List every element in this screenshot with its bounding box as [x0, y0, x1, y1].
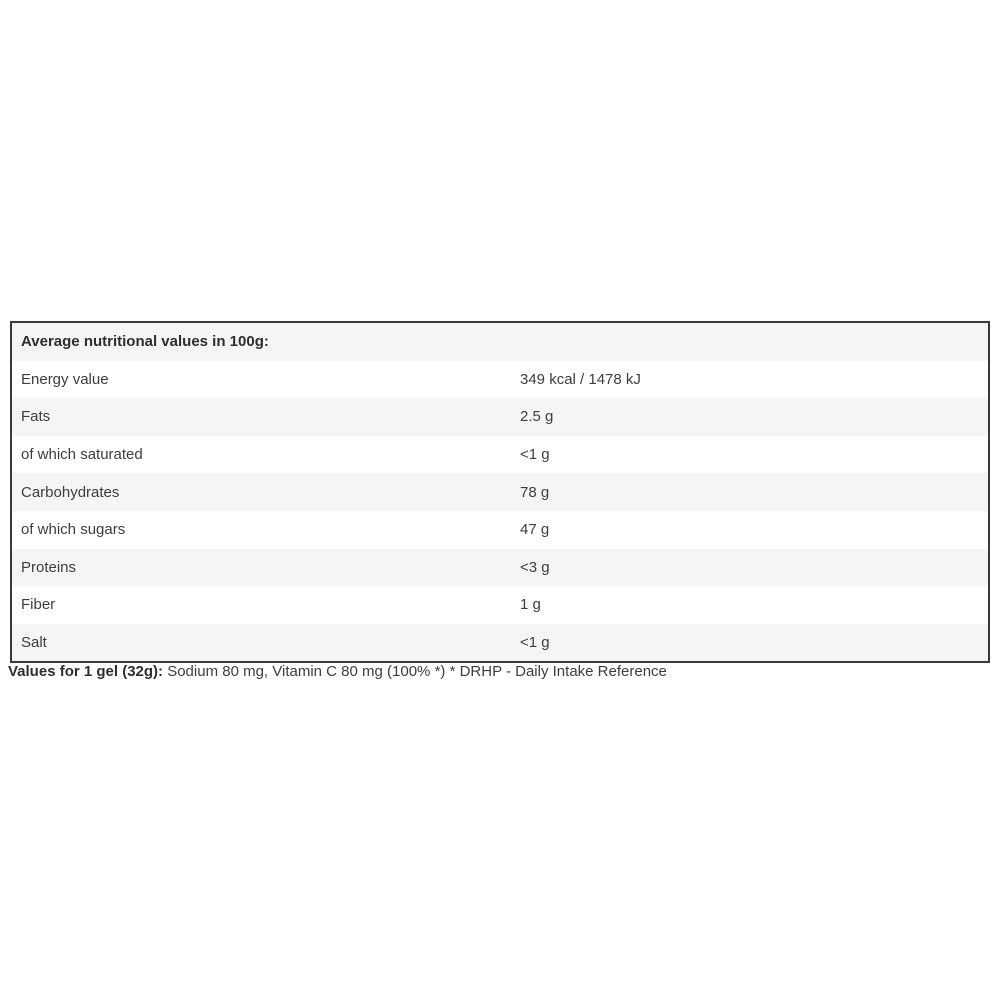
table-rows	[12, 361, 988, 662]
footnote-text: Sodium 80 mg, Vitamin C 80 mg (100% *) * DRHP - Daily Intake Reference	[163, 663, 667, 680]
table-row	[12, 361, 988, 399]
nutrient-label: Fats	[21, 408, 51, 426]
nutrient-value: <1 g	[520, 634, 550, 652]
nutrient-value: <1 g	[520, 446, 550, 464]
table-title: Average nutritional values in 100g:	[21, 333, 269, 351]
nutrient-label: Salt	[21, 634, 47, 652]
nutrient-label: Proteins	[21, 558, 77, 576]
nutrient-value: 47 g	[520, 521, 550, 539]
nutrient-label: of which saturated	[21, 446, 143, 464]
nutrition-table	[10, 321, 990, 663]
table-row	[12, 398, 988, 436]
nutrient-value: <3 g	[520, 558, 550, 576]
table-row	[12, 473, 988, 511]
table-header-row	[12, 323, 988, 361]
nutrient-value: 1 g	[520, 596, 541, 614]
nutrient-label: of which sugars	[21, 521, 126, 539]
footnote-serving-size: Values for 1 gel (32g):	[8, 663, 164, 680]
nutrient-label: Carbohydrates	[21, 483, 120, 501]
table-row	[12, 549, 988, 587]
nutrient-label: Fiber	[21, 596, 56, 614]
nutrient-label: Energy value	[21, 370, 109, 388]
table-row	[12, 436, 988, 474]
table-row	[12, 511, 988, 549]
nutrient-value: 349 kcal / 1478 kJ	[520, 370, 641, 388]
nutrient-value: 2.5 g	[520, 408, 554, 426]
nutrient-value: 78 g	[520, 483, 550, 501]
serving-footnote	[8, 663, 667, 680]
table-row	[12, 586, 988, 624]
table-row	[12, 624, 988, 662]
